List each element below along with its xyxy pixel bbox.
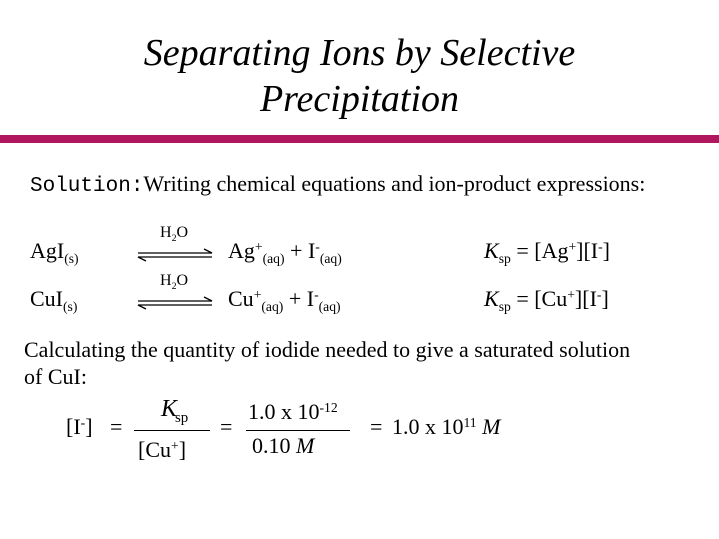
- title-divider: [0, 135, 719, 143]
- lhs-open: [I: [66, 414, 81, 439]
- expr-cation: [Ag: [534, 238, 569, 263]
- fraction-1-bar: [134, 430, 210, 431]
- reactant-formula: CuI: [30, 286, 63, 311]
- calc-line-2: of CuI:: [24, 364, 87, 389]
- cation-state: (aq): [261, 299, 284, 315]
- cation: Ag: [228, 238, 255, 263]
- solvent-formula: $H_2O$: [160, 224, 189, 244]
- equals-sign: =: [516, 238, 529, 263]
- solution-label: Solution:: [30, 175, 144, 198]
- fraction-2-bar: [246, 430, 350, 431]
- reactant-state: (s): [63, 299, 78, 315]
- calc-line-1: Calculating the quantity of iodide needed to give a saturated solution: [24, 337, 631, 362]
- products: [228, 238, 342, 267]
- equals-sign: =: [516, 286, 529, 311]
- page-title-line-1: Separating Ions by Selective: [143, 32, 576, 74]
- fraction-2-denominator: [252, 433, 314, 459]
- expr-anion-charge: -: [596, 286, 602, 302]
- ksp-subscript: sp: [498, 299, 511, 315]
- plus-sign: +: [288, 286, 302, 311]
- cation-charge: +: [254, 238, 263, 254]
- formula-result: [392, 414, 500, 440]
- result-base: 1.0 x 10: [392, 414, 464, 439]
- solvent-label: [160, 272, 188, 290]
- solvent-formula: $H_2O$: [160, 272, 189, 292]
- equilibrium-arrow-icon: [136, 248, 214, 262]
- fraction-2-numerator: [248, 399, 338, 425]
- expr-cation-charge: +: [567, 286, 575, 302]
- formula-eq-1: =: [110, 414, 123, 439]
- reactant-state: (s): [64, 251, 79, 267]
- lhs-close: ]: [85, 414, 93, 439]
- num2-base: 1.0 x 10: [248, 399, 320, 424]
- expr-anion-charge: -: [598, 238, 603, 254]
- expr-anion: ][I: [576, 238, 599, 263]
- ksp-sub: sp: [175, 409, 189, 426]
- anion-state: (aq): [319, 251, 342, 267]
- anion-charge: -: [314, 286, 319, 302]
- expr-cation-charge: +: [568, 238, 577, 254]
- products: [228, 286, 341, 315]
- plus-sign: +: [290, 238, 303, 263]
- result-exp: 11: [463, 414, 477, 430]
- ksp-symbol: K: [484, 238, 499, 263]
- ksp-k: K: [161, 396, 178, 422]
- fraction-1-numerator: [161, 396, 189, 426]
- solvent-label: [160, 224, 188, 242]
- ksp-subscript: sp: [498, 251, 511, 267]
- den1-close: ]: [178, 437, 187, 462]
- reactant-formula: AgI: [30, 238, 65, 263]
- anion-charge: -: [315, 238, 320, 254]
- formula-eq-2: =: [220, 414, 233, 439]
- expr-cation: [Cu: [534, 286, 568, 311]
- anion: I: [306, 286, 315, 311]
- ksp-symbol: K: [484, 286, 499, 311]
- lhs-charge: -: [80, 414, 86, 430]
- page-title-line-2: Precipitation: [259, 78, 460, 120]
- cation-state: (aq): [262, 251, 285, 267]
- formula-lhs: [66, 414, 93, 440]
- fraction-1-denominator: [138, 437, 186, 463]
- den2-value: 0.10: [252, 433, 291, 458]
- formula-eq-3: =: [370, 414, 383, 439]
- result-unit: M: [482, 414, 501, 439]
- reactant: [30, 238, 79, 267]
- den2-unit: M: [296, 433, 315, 458]
- intro-text: Writing chemical equations and ion-product expressions:: [143, 171, 646, 196]
- reactant: [30, 286, 78, 315]
- den1-open: [Cu: [138, 437, 171, 462]
- expr-close: ]: [601, 286, 609, 311]
- den1-charge: +: [171, 437, 179, 453]
- ksp-expression: [484, 286, 609, 315]
- intro-line: [30, 171, 645, 198]
- anion-state: (aq): [318, 299, 341, 315]
- equilibrium-arrow-icon: [136, 296, 214, 310]
- cation-charge: +: [253, 286, 262, 302]
- num2-exp: -12: [319, 399, 338, 415]
- anion: I: [307, 238, 316, 263]
- cation: Cu: [228, 286, 254, 311]
- expr-close: ]: [602, 238, 610, 263]
- expr-anion: ][I: [574, 286, 597, 311]
- ksp-expression: [484, 238, 610, 267]
